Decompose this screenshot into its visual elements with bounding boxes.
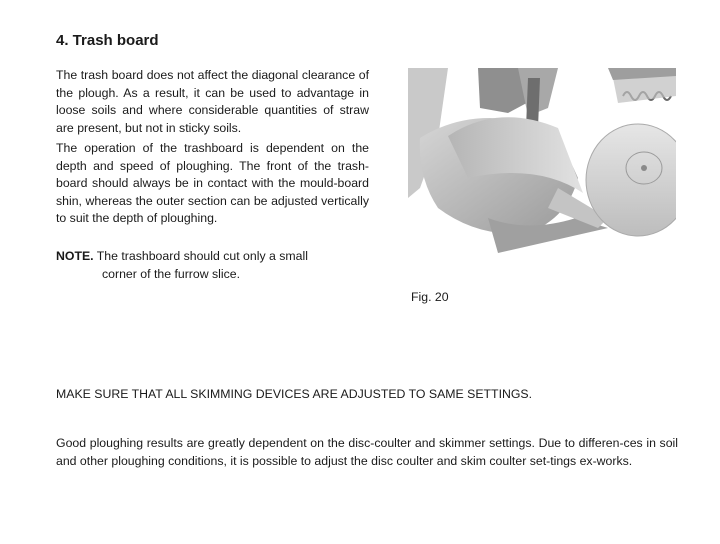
warning-notice: MAKE SURE THAT ALL SKIMMING DEVICES ARE ADJUSTED TO SAME SETTINGS. [56, 387, 533, 401]
section-heading: 4. Trash board [56, 32, 159, 49]
note-label: NOTE. [56, 249, 94, 263]
paragraph-trash-board-intro: The trash board does not affect the diagonal clearance of the plough. As a result, it can be used to advantage in loose soils and where considerable quantities of straw are present, but not in sticky soils. [56, 68, 369, 135]
paragraph-trash-board-operation: The operation of the trashboard is dependent on the depth and speed of ploughing. The front of the trash-board should always be in contact with the mould-board shin, whereas the outer section can be adjusted vertically to suit the depth of ploughing. [56, 141, 369, 225]
note-line-2: corner of the furrow slice. [102, 266, 241, 281]
note-block [56, 248, 356, 283]
note-line-1: The trashboard should cut only a small [93, 249, 308, 263]
trash-board-drawing [408, 68, 676, 256]
figure-caption: Fig. 20 [411, 290, 449, 304]
trash-board-illustration [408, 68, 676, 256]
paragraph-ploughing-results: Good ploughing results are greatly dependent on the disc-coulter and skimmer settings. Due to differen-ces in soil and other ploughing conditions, it is possible to adjust the disc coulter and skim coulter set-tings ex-works. [56, 436, 678, 468]
